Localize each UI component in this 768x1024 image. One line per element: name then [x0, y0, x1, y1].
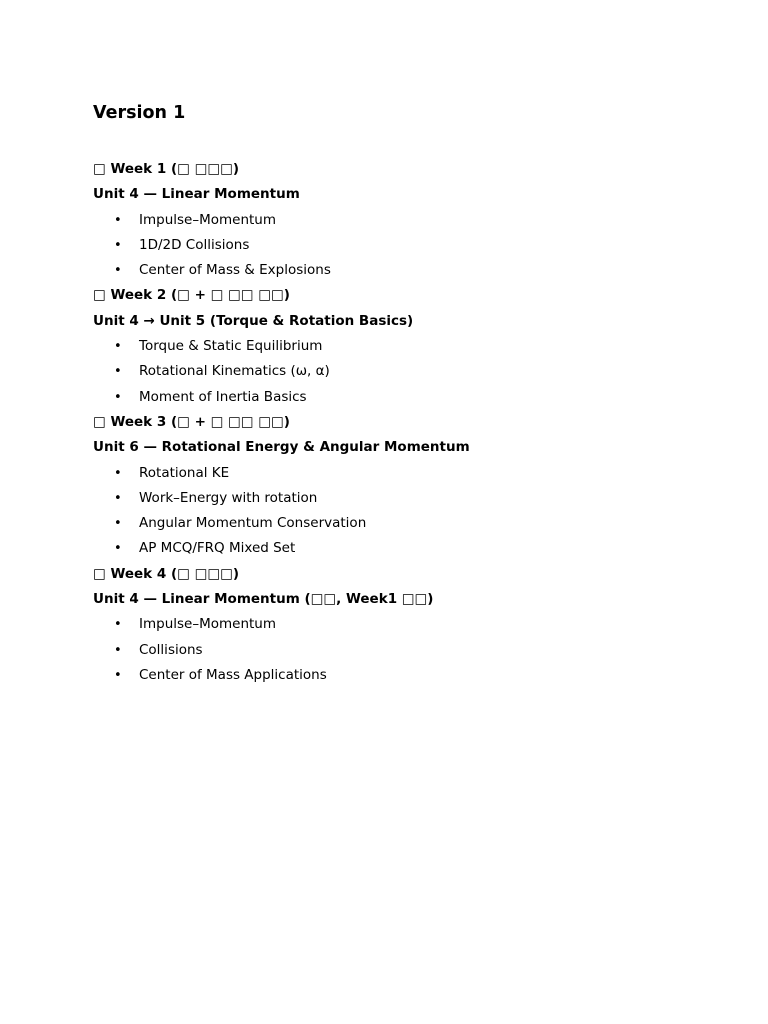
week-section-3	[93, 410, 713, 562]
list-item-text: Moment of Inertia Basics	[139, 388, 307, 405]
week-section-4	[93, 562, 713, 688]
list-item-text: Center of Mass & Explosions	[139, 262, 331, 279]
topic-list	[93, 334, 713, 410]
list-item	[93, 359, 713, 384]
bullet-icon: •	[114, 465, 122, 481]
spacer	[93, 126, 713, 157]
week-label: □ Week 2 (□ + □ □□ □□)	[93, 287, 290, 304]
bullet-icon: •	[114, 339, 122, 355]
week-section-2	[93, 283, 713, 409]
topic-list	[93, 208, 713, 284]
topic-list	[93, 461, 713, 562]
list-item-text: AP MCQ/FRQ Mixed Set	[139, 540, 296, 557]
bullet-icon: •	[114, 237, 122, 253]
unit-heading: Unit 6 — Rotational Energy & Angular Momentum	[93, 439, 470, 456]
list-item	[93, 638, 713, 663]
unit-heading: Unit 4 → Unit 5 (Torque & Rotation Basics)	[93, 312, 414, 329]
bullet-icon: •	[114, 516, 122, 532]
list-item	[93, 258, 713, 283]
week-label: □ Week 3 (□ + □ □□ □□)	[93, 413, 290, 430]
list-item-text: Rotational KE	[139, 464, 230, 481]
bullet-icon: •	[114, 212, 122, 228]
list-item	[93, 233, 713, 258]
unit-heading: Unit 4 — Linear Momentum	[93, 186, 300, 203]
bullet-icon: •	[114, 263, 122, 279]
list-item	[93, 663, 713, 688]
list-item	[93, 511, 713, 536]
list-item	[93, 461, 713, 486]
list-item-text: Collisions	[139, 641, 203, 658]
list-item	[93, 486, 713, 511]
bullet-icon: •	[114, 490, 122, 506]
bullet-icon: •	[114, 541, 122, 557]
list-item-text: Angular Momentum Conservation	[139, 515, 367, 532]
list-item-text: Impulse–Momentum	[139, 616, 277, 633]
document-title: Version 1	[93, 103, 186, 123]
document-page	[93, 100, 713, 688]
unit-heading: Unit 4 — Linear Momentum (□□, Week1 □□)	[93, 591, 434, 608]
list-item-text: Rotational Kinematics (ω, α)	[139, 363, 330, 380]
bullet-icon: •	[114, 667, 122, 683]
list-item-text: Impulse–Momentum	[139, 211, 277, 228]
list-item-text: 1D/2D Collisions	[139, 236, 250, 253]
bullet-icon: •	[114, 642, 122, 658]
list-item	[93, 385, 713, 410]
list-item	[93, 536, 713, 561]
week-label: □ Week 4 (□ □□□)	[93, 565, 240, 582]
list-item	[93, 208, 713, 233]
bullet-icon: •	[114, 389, 122, 405]
list-item-text: Center of Mass Applications	[139, 666, 327, 683]
list-item-text: Work–Energy with rotation	[139, 489, 318, 506]
topic-list	[93, 612, 713, 688]
list-item	[93, 612, 713, 637]
list-item	[93, 334, 713, 359]
bullet-icon: •	[114, 617, 122, 633]
week-section-1	[93, 157, 713, 283]
list-item-text: Torque & Static Equilibrium	[139, 338, 323, 355]
week-label: □ Week 1 (□ □□□)	[93, 161, 240, 177]
bullet-icon: •	[114, 364, 122, 380]
